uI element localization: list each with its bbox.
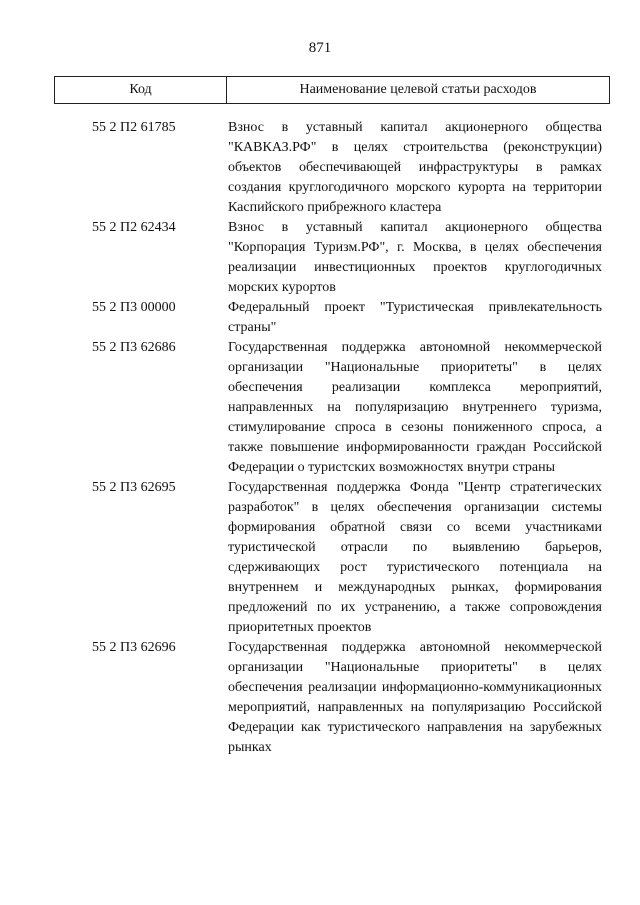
row-code: 55 2 П3 62686 [92,340,176,355]
row-description: Государственная поддержка автономной некоммерческой организации "Национальные приоритеты" в целях обеспечения реализации информационно-коммуникационных мероприятий, направленных на популяризацию Российской Федерации как туристического направления на зарубежных рынках [228,640,602,755]
budget-items-list [0,118,640,758]
header-name-cell: Наименование целевой статьи расходов [299,82,537,97]
row-description: Государственная поддержка Фонда "Центр стратегических разработок" в целях обеспечения организации системы формирования обратной связи со всеми участниками туристической отрасли по выявлению барьеров, сдерживающих рост туристического потенциала на внутреннем и международных рынках, формирования предложений по их устранению, а также сопровождения приоритетных проектов [228,480,602,635]
row-code: 55 2 П3 00000 [92,300,176,315]
table-row [0,298,640,338]
row-code: 55 2 П2 62434 [92,220,176,235]
page-number: 871 [308,40,332,56]
row-code: 55 2 П2 61785 [92,120,176,135]
table-row [0,338,640,478]
table-row [0,118,640,218]
table-row [0,478,640,638]
table-row [0,638,640,758]
row-description: Взнос в уставный капитал акционерного общества "КАВКАЗ.РФ" в целях строительства (реконструкции) объектов обеспечивающей инфраструктуры в рамках создания круглогодичного морского курорта на территории Каспийского прибрежного кластера [228,120,602,215]
row-description: Взнос в уставный капитал акционерного общества "Корпорация Туризм.РФ", г. Москва, в целях обеспечения реализации инвестиционных проектов круглогодичных морских курортов [228,220,602,295]
header-code-cell: Код [55,77,227,103]
row-code: 55 2 П3 62696 [92,640,176,655]
row-code: 55 2 П3 62695 [92,480,176,495]
table-header [54,76,610,104]
row-description: Государственная поддержка автономной некоммерческой организации "Национальные приоритеты" в целях обеспечения реализации комплекса мероприятий, направленных на популяризацию внутреннего туризма, стимулирование спроса в сезоны пониженного спроса, а также повышение информированности граждан Российской Федерации о туристских возможностях внутри страны [228,340,602,475]
row-description: Федеральный проект "Туристическая привлекательность страны" [228,300,602,335]
table-row [0,218,640,298]
